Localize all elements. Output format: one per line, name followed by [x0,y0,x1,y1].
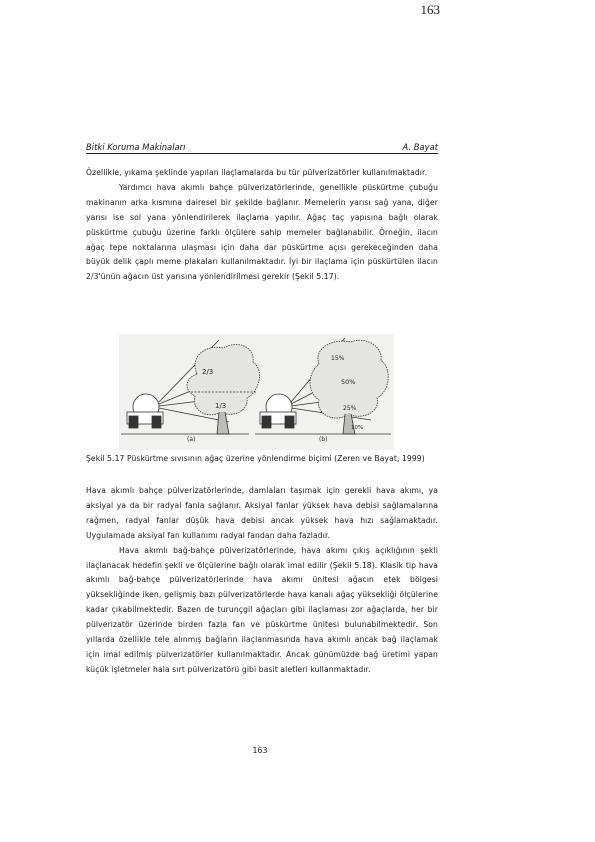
paragraph-4: Hava akımlı bağ-bahçe pülverizatörlerinde, hava akımı çıkış açıklığının şekli ilaçlanacak hedefin şekli ve ölçülerine bağlı olarak imal edilir (Şekil 5.18). Klasik tip hava akımlı bağ-bahçe pülverizatörlerinde hava akımı ünitesi ağacın etek bölgesi yüksekliğinde iken, gelişmiş bazı pülverizatörlerde hava kanalı ağaç yüksekliği ölçülerine kadar çıkabilmektedir. Bazen de turunçgil ağaçları gibi ilaçlaması zor ağaçlarda, her bir pülverizatör üzerinde birden fazla fan ve püskürtme ünitesi bulunabilmektedir. Son yıllarda özellikle tele alınmış bağların ilaçlanmasında hava akımlı ancak bağ ilaçlamak için imal edilmiş pülverizatörler kullanılmaktadır. Ancak günümüzde bağ üretimi yapan küçük işletmeler hala sırt pülverizatörü gibi basit aletleri kullanmaktadır. [86,545,438,674]
main-text [86,484,438,678]
paragraph-1: Özellikle, yıkama şeklinde yapılan ilaçlamalarda bu tür pülverizatörler kullanılmaktadır. [86,168,428,177]
panel-a-tag: (a) [187,436,196,443]
running-header [86,142,438,154]
label-b-bottom: 10% [351,425,364,431]
panel-b [255,338,391,434]
intro-text [86,166,438,285]
panel-b-tag: (b) [319,436,328,443]
header-author: A. Bayat [402,142,438,152]
label-a-lower: 1/3 [215,402,227,410]
header-book-title: Bitki Koruma Makinaları [86,142,186,152]
panel-a [121,340,260,434]
label-a-upper: 2/3 [202,368,214,376]
footer-page-number: 163 [252,746,268,755]
figure-caption: Şekil 5.17 Püskürtme sıvısının ağaç üzerine yönlendirme biçimi (Zeren ve Bayat, 1999) [86,454,425,463]
top-page-number: 163 [420,2,440,17]
figure-spray-distribution [119,334,394,450]
paragraph-3: Hava akımlı bahçe pülverizatörlerinde, damlaları taşımak için gerekli hava akımı, ya aksiyal ya da bir radyal fanla sağlanır. Aksiyal fanlar yüksek hava debisi sağlamalarına rağmen, radyal fanlar düşük hava debisi ancak yüksek hava hızı sağlamaktadır. Uygulamada aksiyal fan kullanımı radyal fandan daha fazladır. [86,486,438,540]
figure-illustration [119,334,394,450]
label-b-upper: 50% [341,378,356,386]
label-b-top: 15% [331,355,345,362]
label-b-lower: 25% [343,405,357,412]
paragraph-2: Yardımcı hava akımlı bahçe pülverizatörlerinde, genellikle püskürtme çubuğu makinanın arka kısmına dairesel bir şekilde bağlanır. Memelerin yarısı sağ yana, diğer yarısı ise sol yana yönlendirilerek ilaçlama yapılır. Ağaç taç yapısına bağlı olarak püskürtme çubuğu üzerine farklı ölçülere sahip memeler bağlanabilir. Örneğin, ilacın ağaç tepe noktalarına ulaşması için daha dar püskürtme açısı gerekeceğinden daha büyük delik çaplı meme plakaları kullanılmaktadır. İyi bir ilaçlama için püskürtülen ilacın 2/3'ünün ağacın üst yarısına yönlendirilmesi gerekir (Şekil 5.17). [86,182,438,282]
